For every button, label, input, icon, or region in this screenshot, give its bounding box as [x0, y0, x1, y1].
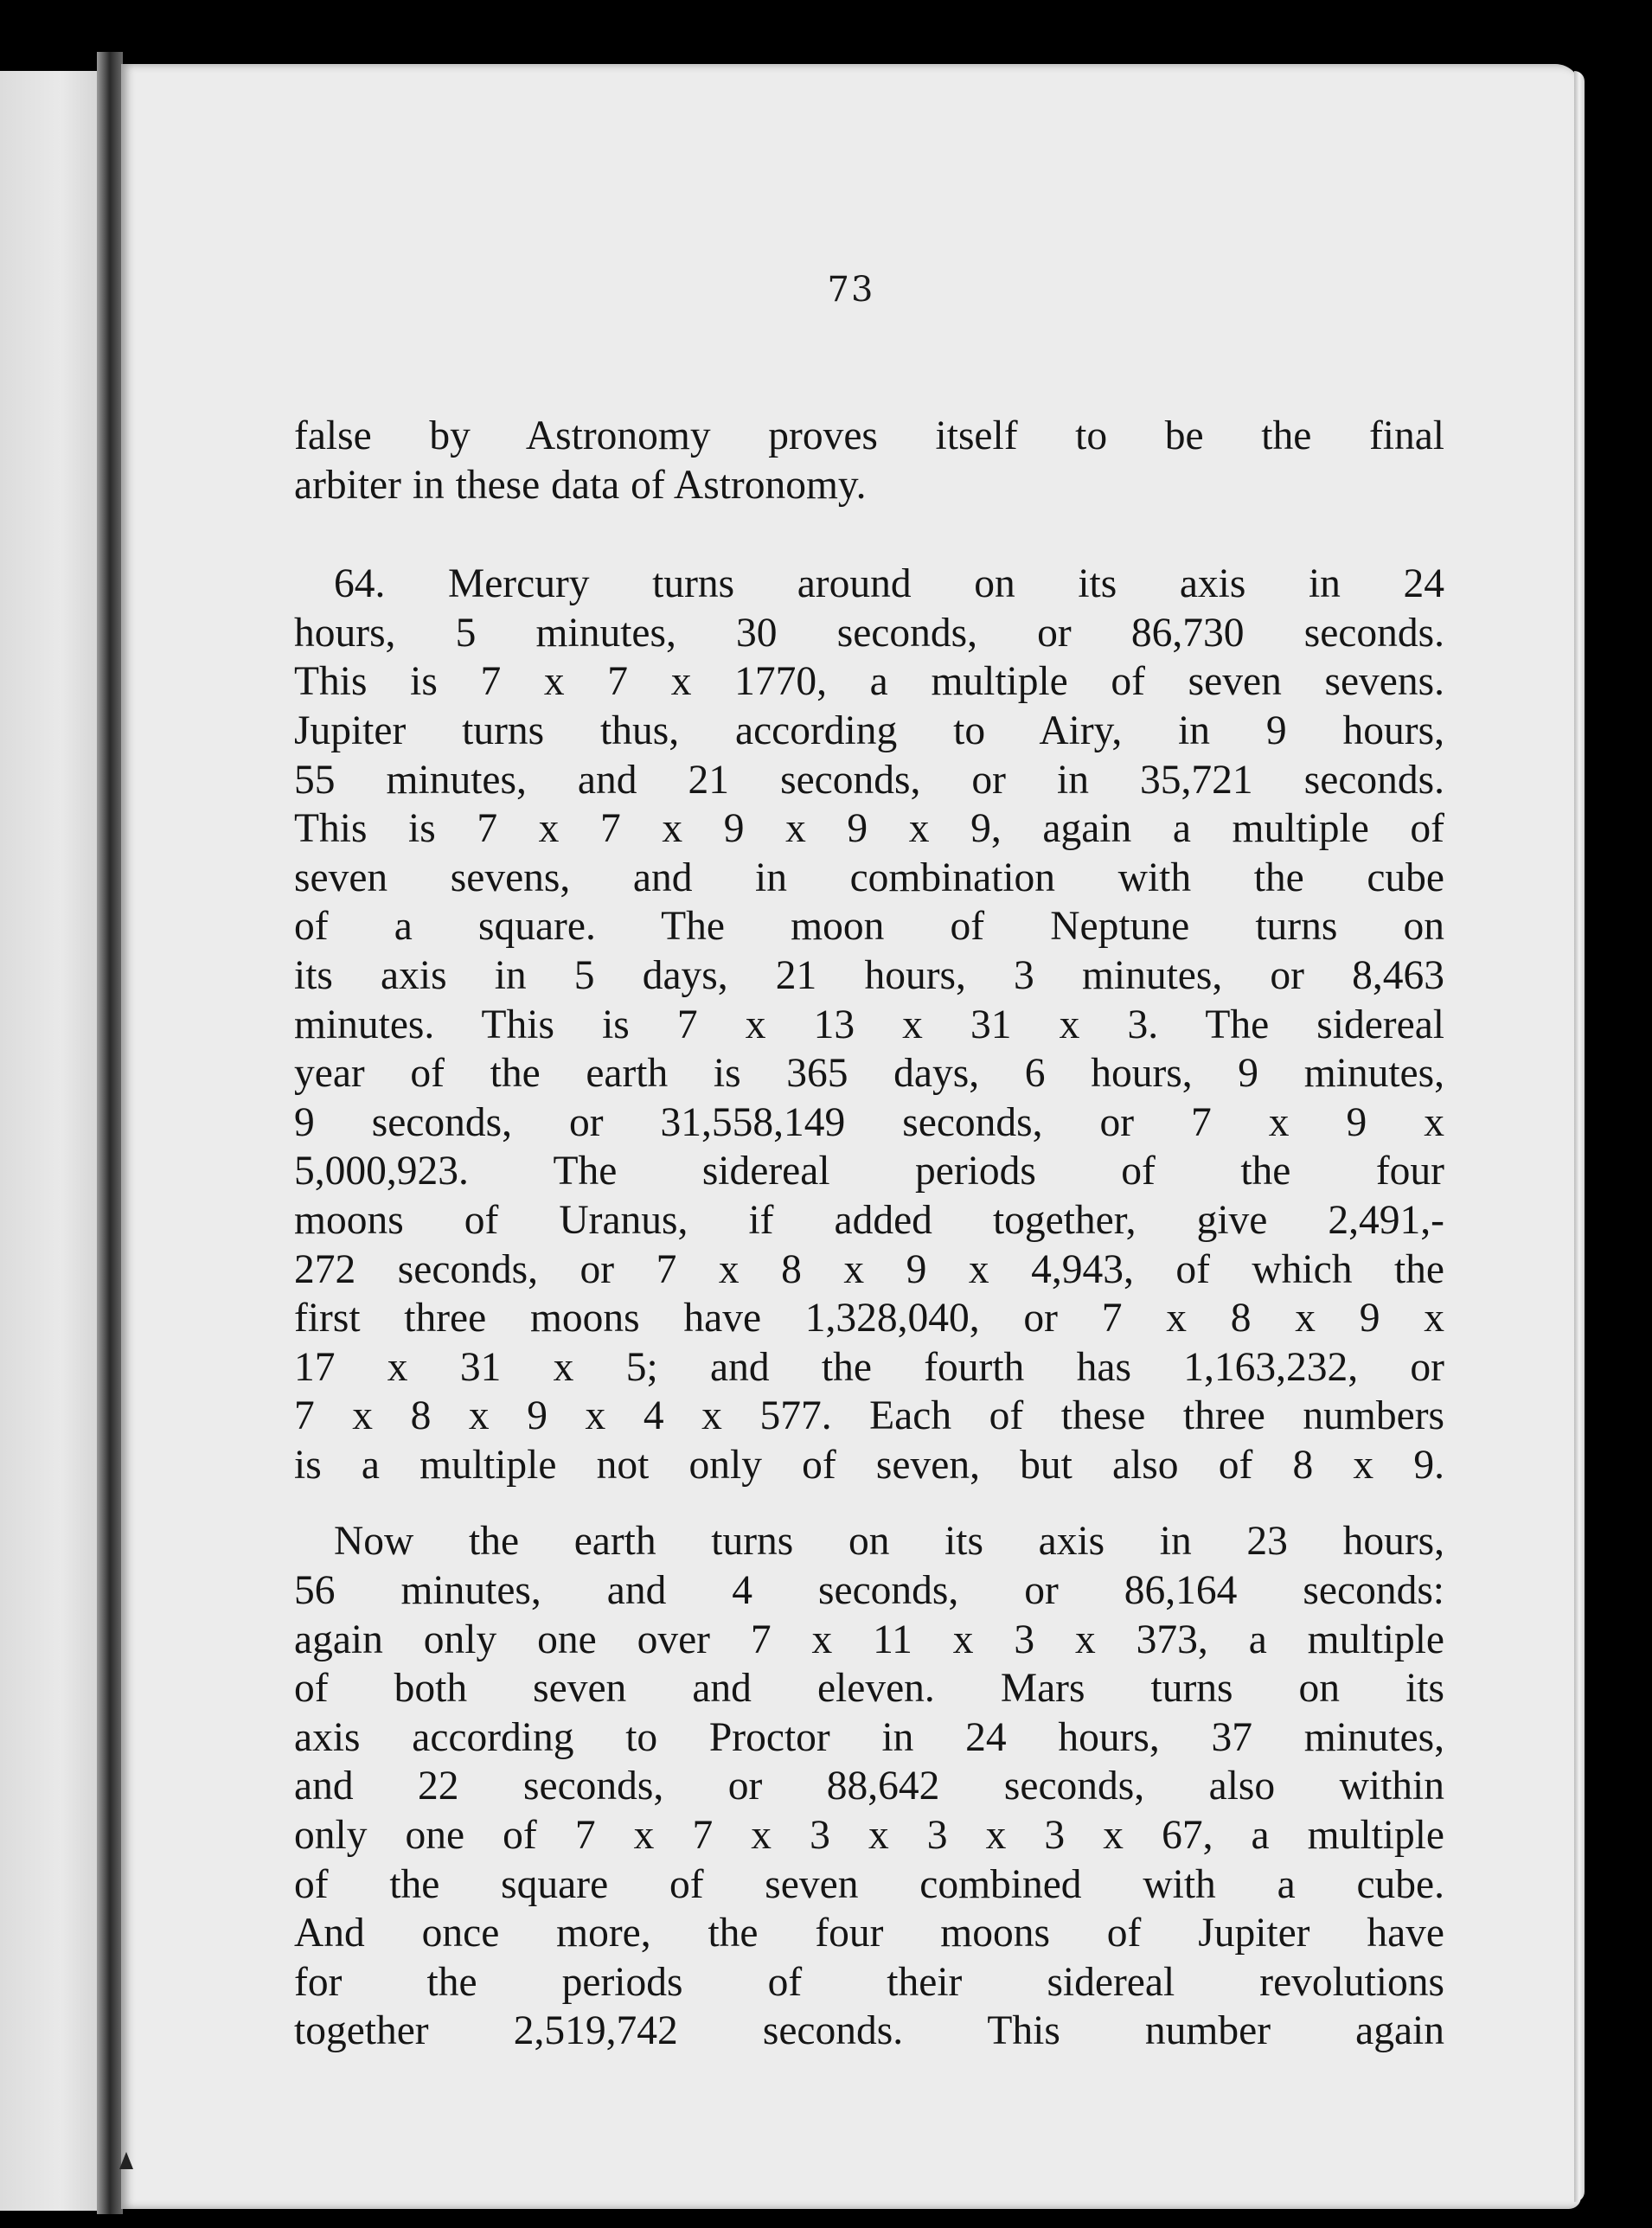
text-line: And once more, the four moons of Jupiter have	[294, 1911, 1444, 1956]
paragraph-start-line: 64. Mercury turns around on its axis in 24	[334, 561, 1444, 607]
body-text	[294, 412, 1444, 2056]
facing-page-edge	[0, 71, 111, 2211]
text-line: for the periods of their sidereal revolutions	[294, 1959, 1444, 2005]
text-line: This is 7 x 7 x 9 x 9 x 9, again a multiple of	[294, 806, 1444, 852]
text-line: minutes. This is 7 x 13 x 31 x 3. The sidereal	[294, 1002, 1444, 1047]
text-line: 272 seconds, or 7 x 8 x 9 x 4,943, of which the	[294, 1246, 1444, 1292]
text-line: again only one over 7 x 11 x 3 x 373, a multiple	[294, 1617, 1444, 1662]
text-line: 56 minutes, and 4 seconds, or 86,164 seconds:	[294, 1568, 1444, 1614]
text-line: 55 minutes, and 21 seconds, or in 35,721 seconds.	[294, 757, 1444, 803]
text-line: of a square. The moon of Neptune turns on	[294, 904, 1444, 950]
text-line: axis according to Proctor in 24 hours, 37 minutes,	[294, 1714, 1444, 1760]
text-line: year of the earth is 365 days, 6 hours, 9 minutes,	[294, 1051, 1444, 1097]
text-line: seven sevens, and in combination with the cube	[294, 855, 1444, 900]
paragraph-start-line: Now the earth turns on its axis in 23 hours,	[334, 1519, 1444, 1565]
text-line: of both seven and eleven. Mars turns on its	[294, 1666, 1444, 1712]
page-number: 73	[827, 270, 875, 310]
book-page	[121, 64, 1581, 2209]
book-gutter	[97, 52, 123, 2214]
page-fore-edge	[1574, 71, 1585, 2202]
text-line: only one of 7 x 7 x 3 x 3 x 3 x 67, a multiple	[294, 1813, 1444, 1859]
text-line: 9 seconds, or 31,558,149 seconds, or 7 x 9 x	[294, 1099, 1444, 1145]
text-line: is a multiple not only of seven, but also of 8 x 9.	[294, 1442, 1444, 1488]
text-line: of the square of seven combined with a cube.	[294, 1861, 1444, 1907]
text-line: its axis in 5 days, 21 hours, 3 minutes, or 8,463	[294, 952, 1444, 998]
text-line: together 2,519,742 seconds. This number again	[294, 2008, 1444, 2054]
text-line: false by Astronomy proves itself to be the final	[294, 413, 1444, 458]
text-line: and 22 seconds, or 88,642 seconds, also within	[294, 1764, 1444, 1809]
text-line: This is 7 x 7 x 1770, a multiple of seven sevens.	[294, 659, 1444, 705]
text-line: Jupiter turns thus, according to Airy, in 9 hours,	[294, 707, 1444, 753]
text-line: 5,000,923. The sidereal periods of the four	[294, 1149, 1444, 1194]
text-line: hours, 5 minutes, 30 seconds, or 86,730 seconds.	[294, 610, 1444, 656]
text-line: moons of Uranus, if added together, give 2,491,-	[294, 1197, 1444, 1243]
scan-artifact-mark	[119, 2152, 133, 2169]
text-line: 7 x 8 x 9 x 4 x 577. Each of these three numbers	[294, 1393, 1444, 1439]
text-line: arbiter in these data of Astronomy.	[294, 462, 867, 508]
text-line: 17 x 31 x 5; and the fourth has 1,163,232, or	[294, 1344, 1444, 1390]
text-line: first three moons have 1,328,040, or 7 x 8 x 9 x	[294, 1296, 1444, 1341]
